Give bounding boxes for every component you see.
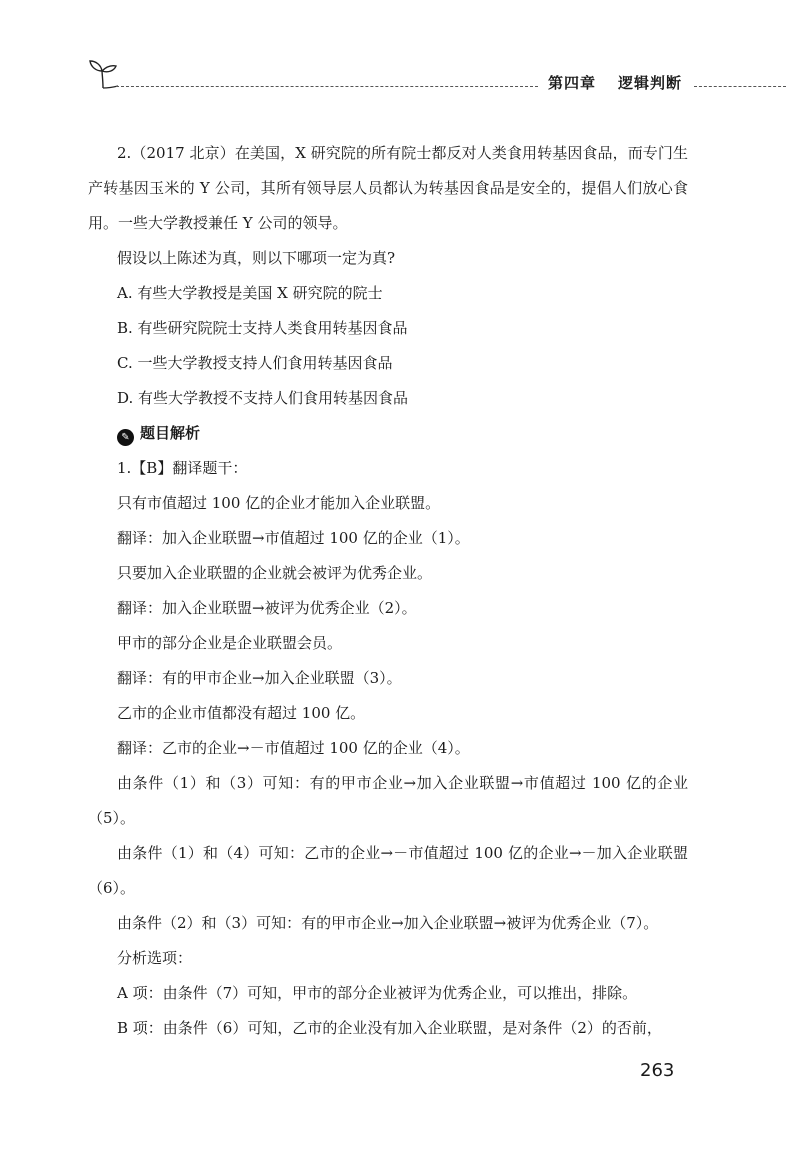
analysis-line: 1.【B】翻译题干：: [117, 459, 248, 477]
page-body: [88, 136, 688, 1046]
option-d: D. 有些大学教授不支持人们食用转基因食品: [117, 389, 409, 407]
derivation-6: 由条件（1）和（4）可知：乙市的企业→－市值超过 100 亿的企业→－加入企业联盟（6）。: [88, 844, 688, 897]
option-a: A. 有些大学教授是美国 X 研究院的院士: [117, 284, 383, 302]
question-stem: 2.（2017 北京）在美国，X 研究院的所有院士都反对人类食用转基因食品，而专门生产转基因玉米的 Y 公司，其所有领导层人员都认为转基因食品是安全的，提倡人们放心食用。一些大学教授兼任 Y 公司的领导。: [88, 144, 688, 232]
header-rule-right: [694, 86, 786, 87]
derivation-5: 由条件（1）和（3）可知：有的甲市企业→加入企业联盟→市值超过 100 亿的企业（5）。: [88, 774, 688, 827]
question-prompt: 假设以上陈述为真，则以下哪项一定为真?: [117, 249, 396, 267]
option-c: C. 一些大学教授支持人们食用转基因食品: [117, 354, 393, 372]
header-rule-left: [116, 86, 538, 87]
analysis-line: 翻译：乙市的企业→－市值超过 100 亿的企业（4）。: [117, 739, 470, 757]
analysis-badge-icon: ✎: [117, 429, 134, 446]
option-b: B. 有些研究院院士支持人类食用转基因食品: [117, 319, 408, 337]
analysis-option-b: B 项：由条件（6）可知，乙市的企业没有加入企业联盟，是对条件（2）的否前，: [117, 1019, 662, 1037]
analysis-option-a: A 项：由条件（7）可知，甲市的部分企业被评为优秀企业，可以推出，排除。: [117, 984, 638, 1002]
section-label: 逻辑判断: [618, 74, 683, 92]
analysis-heading: [88, 416, 688, 451]
analysis-title: 题目解析: [140, 424, 201, 442]
analysis-line: 甲市的部分企业是企业联盟会员。: [117, 634, 343, 652]
analysis-line: 翻译：有的甲市企业→加入企业联盟（3）。: [117, 669, 402, 687]
page-number: 263: [640, 1060, 675, 1081]
analysis-line: 翻译：加入企业联盟→被评为优秀企业（2）。: [117, 599, 417, 617]
analysis-line: 只有市值超过 100 亿的企业才能加入企业联盟。: [117, 494, 441, 512]
chapter-heading: [548, 72, 682, 93]
analysis-line: 乙市的企业市值都没有超过 100 亿。: [117, 704, 366, 722]
sprout-icon: [88, 58, 118, 90]
options-heading: 分析选项：: [117, 949, 193, 967]
analysis-line: 只要加入企业联盟的企业就会被评为优秀企业。: [117, 564, 433, 582]
chapter-label: 第四章: [548, 74, 597, 92]
derivation-7: 由条件（2）和（3）可知：有的甲市企业→加入企业联盟→被评为优秀企业（7）。: [117, 914, 659, 932]
analysis-line: 翻译：加入企业联盟→市值超过 100 亿的企业（1）。: [117, 529, 470, 547]
running-header: [0, 0, 800, 110]
